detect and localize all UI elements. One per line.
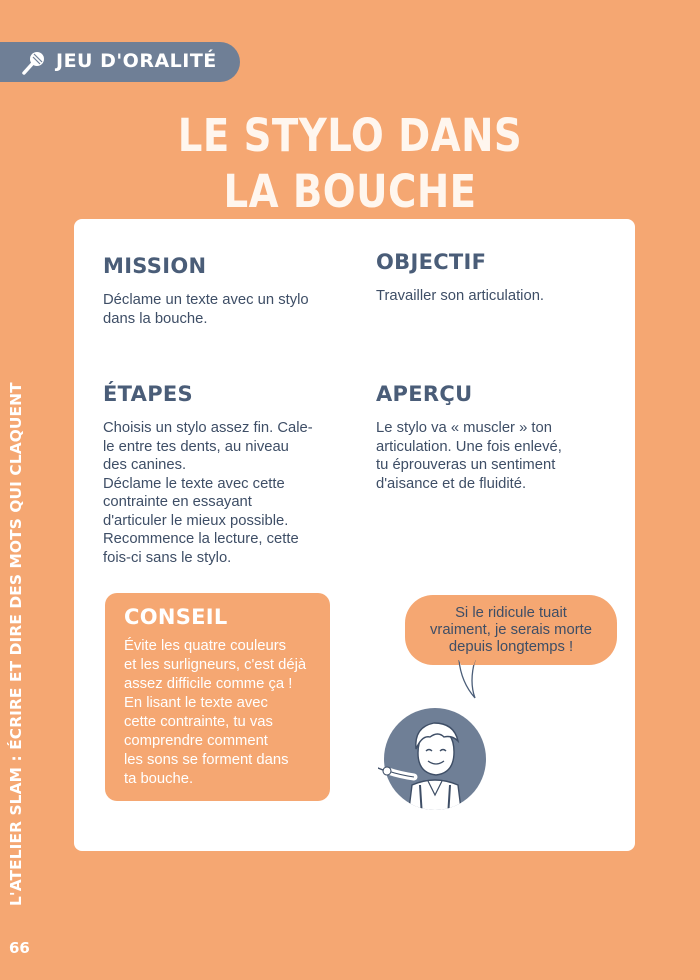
objectif-section xyxy=(376,250,616,306)
speech-bubble-tail xyxy=(455,660,485,700)
kid-pointing-illustration xyxy=(378,697,493,817)
section-tag-label: JEU D'ORALITÉ xyxy=(56,50,217,72)
page-title-line-2: LA BOUCHE xyxy=(223,165,477,218)
mission-heading: MISSION xyxy=(103,254,207,278)
etapes-section xyxy=(103,382,348,567)
section-tag xyxy=(0,42,240,82)
book-title-vertical: L'ATELIER SLAM : ÉCRIRE ET DIRE DES MOTS QUI CLAQUENT xyxy=(7,382,25,906)
page-number: 66 xyxy=(9,939,30,957)
objectif-text: Travailler son articulation. xyxy=(376,288,545,304)
conseil-text: Évite les quatre couleurs et les surligneurs, c'est déjà assez difficile comme ça ! En lisant le texte avec cette contrainte, tu vas comprendre comment les sons se forment dans ta bouche. xyxy=(124,638,307,787)
etapes-text: Choisis un stylo assez fin. Cale- le entre tes dents, au niveau des canines. Déclame le texte avec cette contrainte en essayant d'articuler le mieux possible. Recommence la lecture, cette fois-ci sans le stylo. xyxy=(103,420,313,566)
apercu-text: Le stylo va « muscler » ton articulation. Une fois enlevé, tu éprouveras un sentiment d'aisance et de fluidité. xyxy=(376,420,562,492)
mission-text: Déclame un texte avec un stylo dans la bouche. xyxy=(103,292,309,327)
etapes-heading: ÉTAPES xyxy=(103,382,193,406)
conseil-box xyxy=(105,593,330,801)
microphone-icon xyxy=(18,48,48,78)
apercu-heading: APERÇU xyxy=(376,382,473,406)
apercu-section xyxy=(376,382,616,493)
page-title xyxy=(49,108,651,220)
conseil-heading: CONSEIL xyxy=(124,605,228,629)
page-title-line-1: LE STYLO DANS xyxy=(177,109,523,162)
objectif-heading: OBJECTIF xyxy=(376,250,487,274)
speech-bubble xyxy=(405,595,617,665)
speech-bubble-text: Si le ridicule tuait vraiment, je serais morte depuis longtemps ! xyxy=(430,605,592,655)
mission-section xyxy=(103,254,348,328)
